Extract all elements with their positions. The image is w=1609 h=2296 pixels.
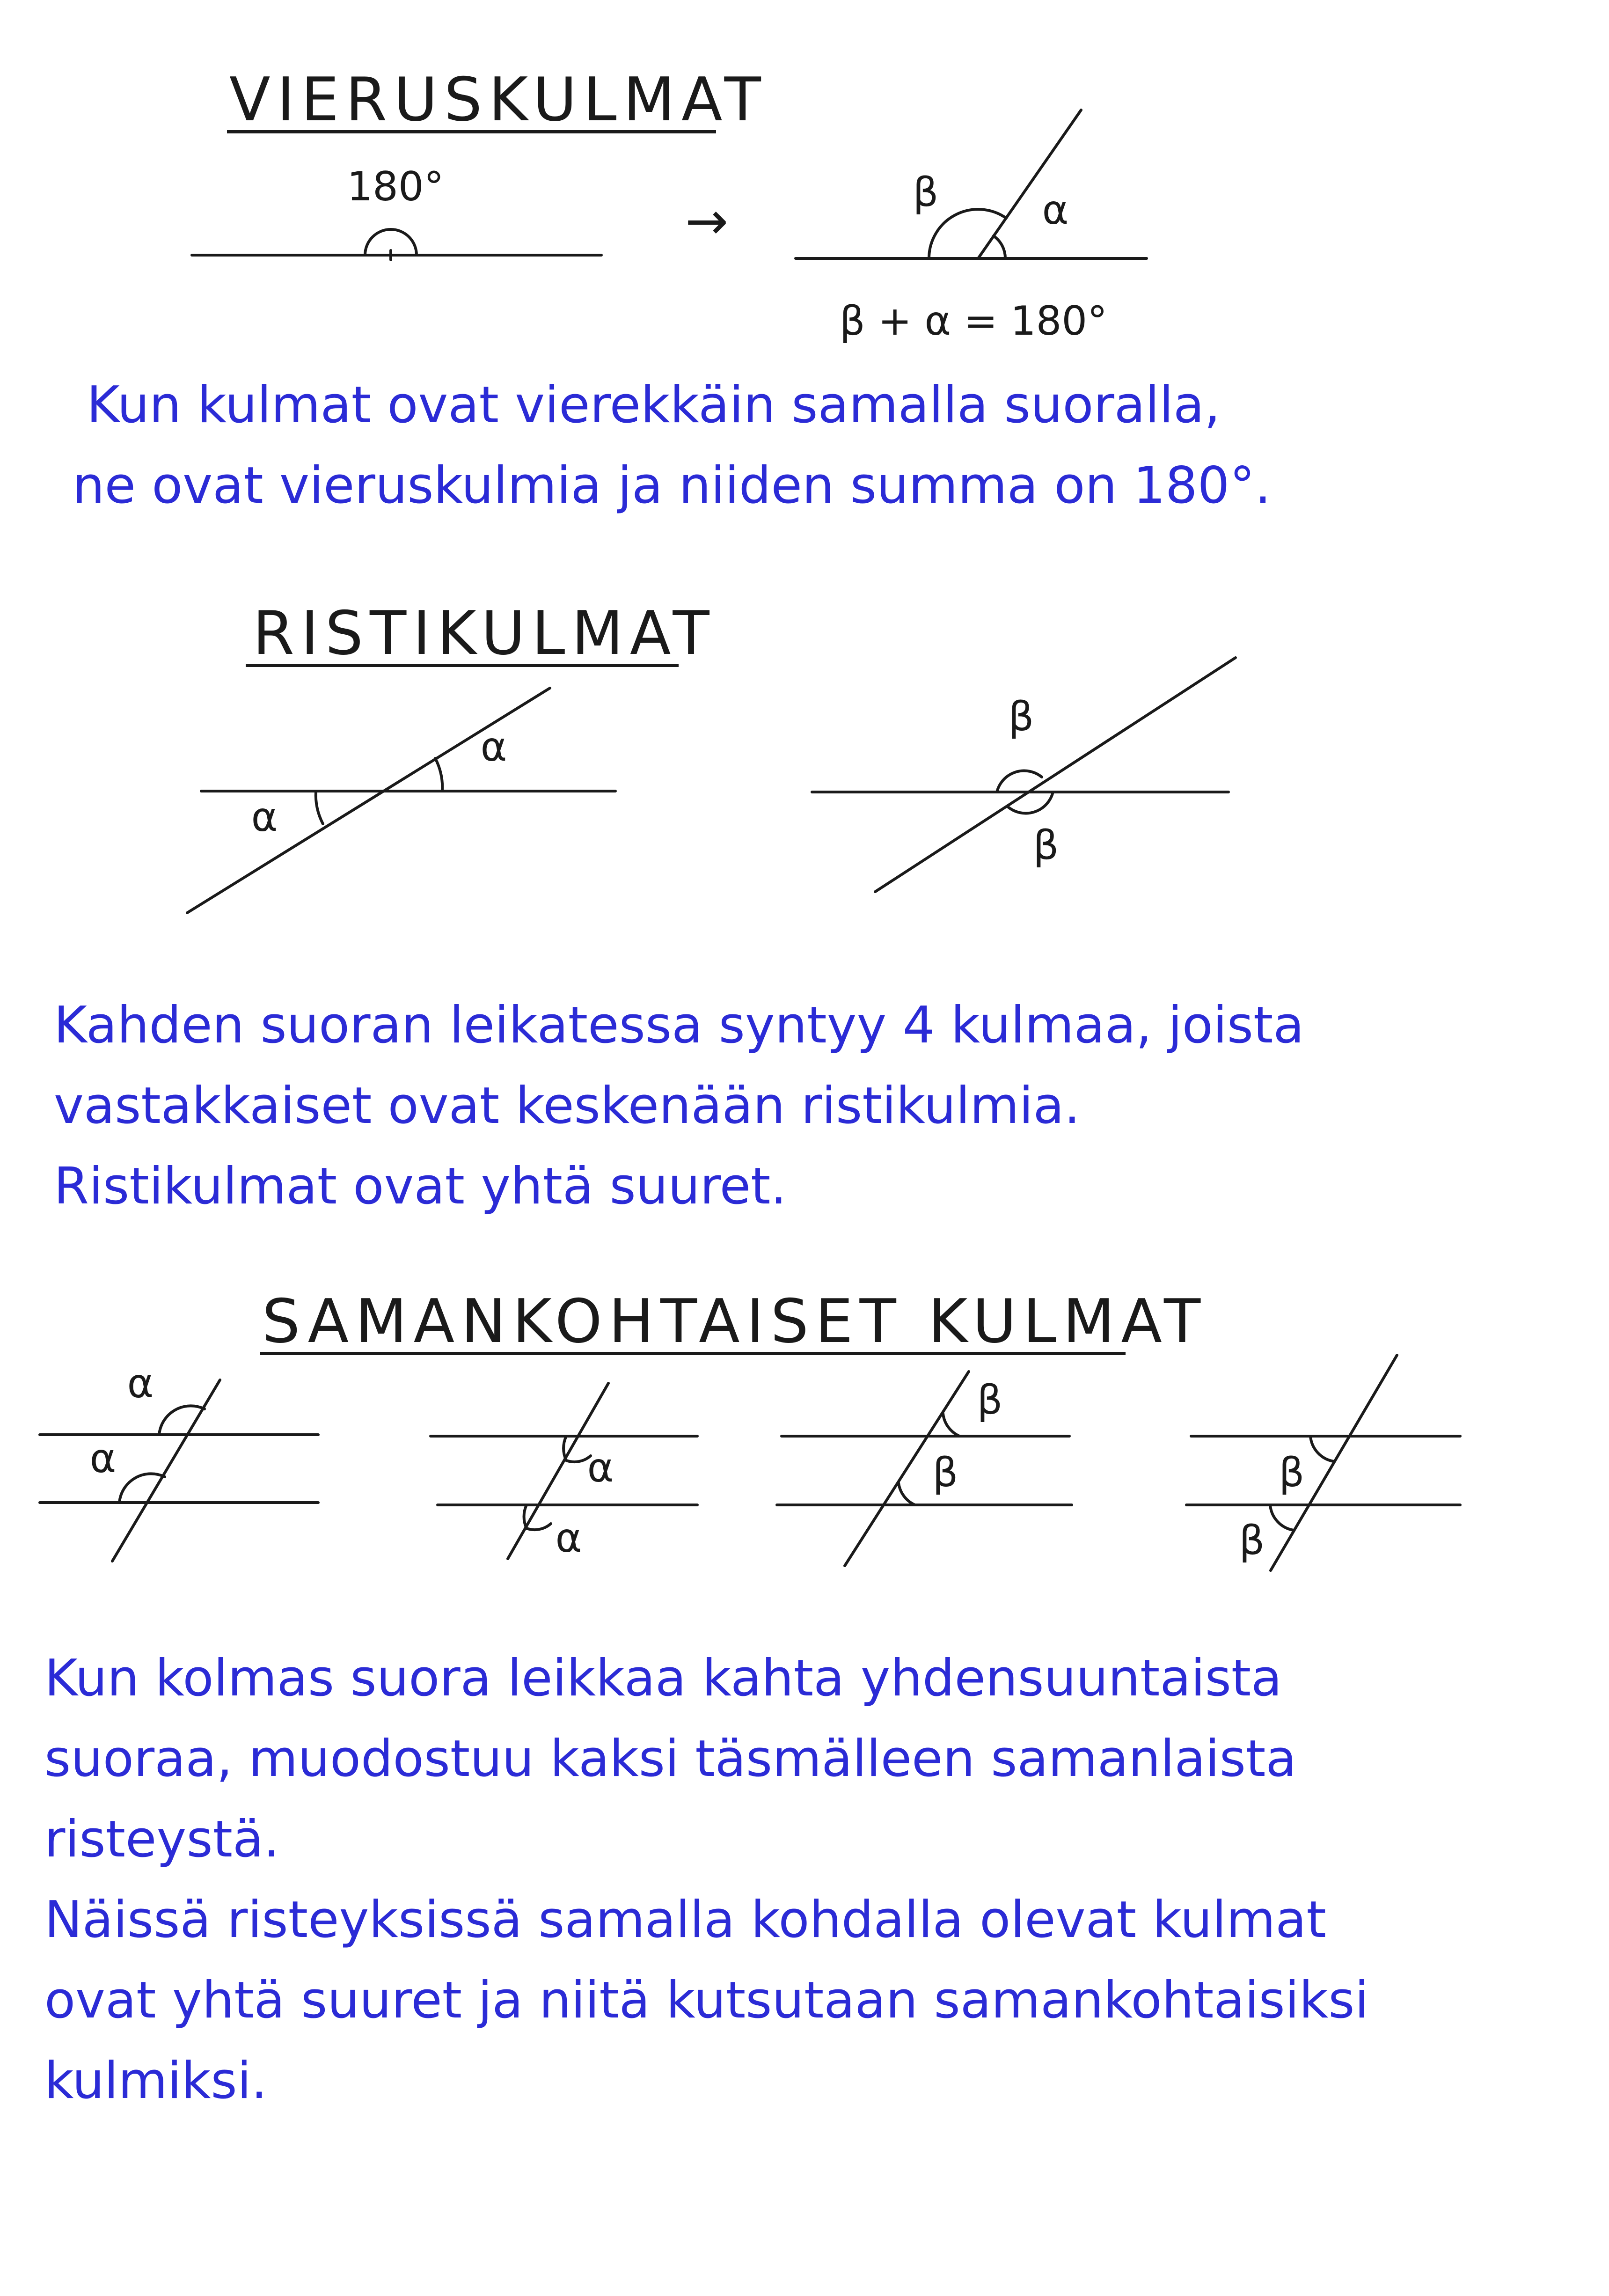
- figure-adjacent-angles: [796, 110, 1147, 345]
- text-line: vastakkaiset ovat keskenään ristikulmia.: [54, 1077, 1081, 1135]
- text-line: Ristikulmat ovat yhtä suuret.: [54, 1157, 787, 1216]
- angle-arc: [1270, 1505, 1294, 1530]
- paragraph-ristikulmat: [54, 985, 1304, 1227]
- label-equation: β + α = 180°: [839, 298, 1108, 345]
- text-line: kulmiksi.: [44, 2052, 268, 2110]
- line: [187, 688, 550, 913]
- label-beta: β: [1239, 1517, 1265, 1564]
- figure-straight-angle: [192, 163, 601, 260]
- angle-arc: [119, 1474, 165, 1503]
- figure-corresponding-1: [40, 1360, 318, 1561]
- text-line: Kun kulmat ovat vierekkäin samalla suoralla,: [87, 376, 1221, 434]
- text-line: suoraa, muodostuu kaksi täsmälleen samanlaista: [44, 1730, 1297, 1788]
- figure-corresponding-4: [1186, 1355, 1460, 1570]
- label-180: 180°: [347, 163, 444, 210]
- label-beta: β: [1279, 1449, 1305, 1496]
- heading-vieruskulmat: VIERUSKULMAT: [229, 65, 768, 135]
- heading-ristikulmat: RISTIKULMAT: [253, 599, 716, 668]
- label-alpha: α: [480, 724, 507, 770]
- angle-arc-alpha: [994, 236, 1005, 258]
- paragraph-samankohtaiset: [44, 1638, 1369, 2121]
- figure-vertical-angles-beta: [812, 658, 1236, 892]
- label-beta: β: [1008, 693, 1034, 740]
- angle-arc: [316, 791, 323, 824]
- text-line: Kun kolmas suora leikkaa kahta yhdensuuntaista: [44, 1649, 1282, 1708]
- label-beta: β: [913, 169, 939, 216]
- arrow-icon: →: [685, 191, 729, 251]
- angle-arc: [1310, 1436, 1334, 1461]
- label-beta: β: [977, 1377, 1003, 1423]
- paragraph-vieruskulmat: [73, 365, 1271, 526]
- label-beta: β: [1033, 822, 1059, 869]
- label-alpha: α: [89, 1435, 117, 1482]
- figure-corresponding-2: [431, 1383, 697, 1562]
- figure-vertical-angles-alpha: [187, 688, 615, 913]
- text-line: Näissä risteyksissä samalla kohdalla olevat kulmat: [44, 1891, 1326, 1949]
- label-alpha: α: [127, 1360, 154, 1407]
- label-alpha: α: [587, 1445, 614, 1491]
- label-beta: β: [932, 1449, 958, 1496]
- text-line: risteystä.: [44, 1810, 280, 1869]
- angle-arc: [159, 1406, 205, 1435]
- label-alpha: α: [251, 794, 278, 841]
- text-line: ne ovat vieruskulmia ja niiden summa on 180°.: [73, 456, 1271, 515]
- text-line: ovat yhtä suuret ja niitä kutsutaan samankohtaisiksi: [44, 1971, 1369, 2030]
- figure-corresponding-3: [777, 1372, 1072, 1566]
- angle-arc: [435, 758, 442, 791]
- text-line: Kahden suoran leikatessa syntyy 4 kulmaa, joista: [54, 996, 1304, 1055]
- heading-samankohtaiset: SAMANKOHTAISET KULMAT: [262, 1287, 1207, 1357]
- label-alpha: α: [555, 1515, 582, 1562]
- angle-arc: [943, 1414, 959, 1436]
- label-alpha: α: [1042, 187, 1069, 234]
- angle-arc: [899, 1483, 915, 1505]
